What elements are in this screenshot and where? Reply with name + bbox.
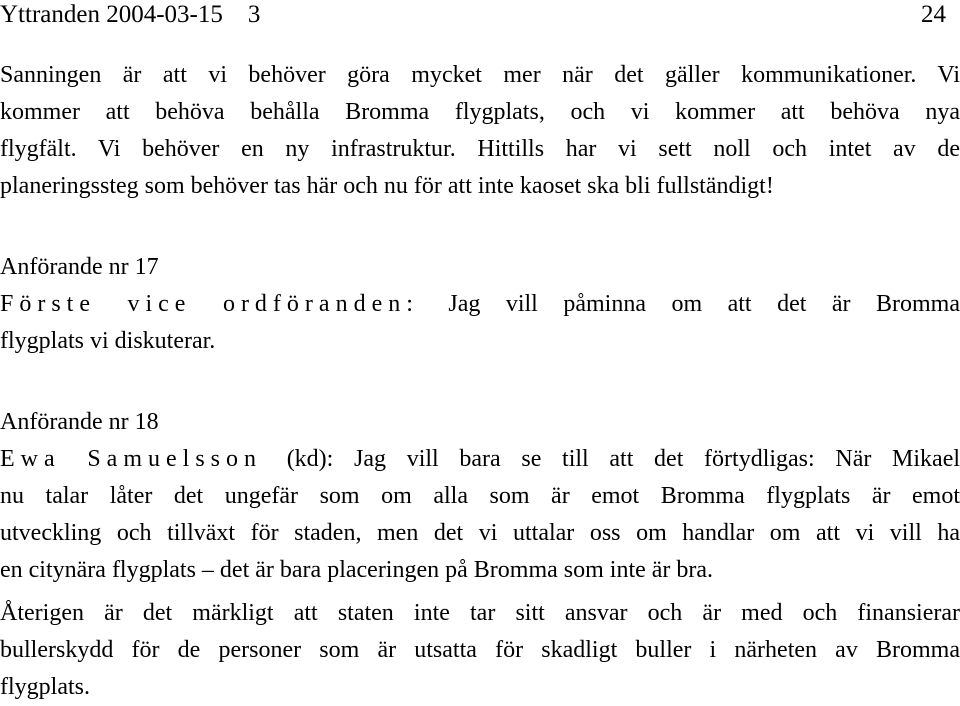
speech-18-line: nu talar låter det ungefär som om alla som är emot Bromma flygplats är emot bbox=[0, 483, 960, 509]
header-date: Yttranden 2004-03-15 bbox=[0, 1, 223, 28]
speech-18-line bbox=[0, 441, 960, 478]
speech-17-speaker: Förste vice ordföranden: bbox=[0, 291, 419, 317]
paragraph-final-line: Återigen är det märkligt att staten inte tar sitt ansvar och är med och finansierar bbox=[0, 600, 960, 626]
paragraph-final-line: bullerskydd för de personer som är utsatta för skadligt buller i närheten av Bromma bbox=[0, 637, 960, 663]
speech-17-line: flygplats vi diskuterar. bbox=[0, 328, 216, 354]
header-section: 3 bbox=[247, 1, 261, 28]
speech-18-line: en citynära flygplats – det är bara placeringen på Bromma som inte är bra. bbox=[0, 557, 714, 583]
paragraph-1-line: kommer att behöva behålla Bromma flygplats, och vi kommer att behöva nya bbox=[0, 99, 960, 125]
speech-18-speaker: Ewa Samuelsson bbox=[0, 446, 262, 472]
paragraph-1-line: Sanningen är att vi behöver göra mycket mer när det gäller kommunikationer. Vi bbox=[0, 62, 960, 88]
speech-18-text: (kd): Jag vill bara se till att det förtydligas: När Mikael bbox=[286, 446, 960, 472]
speech-17-text: Jag vill påminna om att det är Bromma bbox=[448, 291, 960, 317]
paragraph-1-line: planeringssteg som behöver tas här och nu för att inte kaoset ska bli fullständigt! bbox=[0, 173, 774, 199]
paragraph-1-line: flygfält. Vi behöver en ny infrastruktur. Hittills har vi sett noll och intet av de bbox=[0, 136, 960, 162]
paragraph-1 bbox=[0, 57, 960, 205]
page-number: 24 bbox=[921, 1, 946, 28]
page-header bbox=[0, 0, 960, 32]
paragraph-final-line: flygplats. bbox=[0, 674, 90, 700]
speech-18-heading: Anförande nr 18 bbox=[0, 409, 159, 435]
header-date-section bbox=[0, 0, 260, 32]
speech-17-heading: Anförande nr 17 bbox=[0, 254, 159, 280]
speech-17 bbox=[0, 249, 960, 360]
paragraph-final bbox=[0, 595, 960, 706]
speech-18 bbox=[0, 404, 960, 589]
speech-18-line: utveckling och tillväxt för staden, men det vi uttalar oss om handlar om att vi vill ha bbox=[0, 520, 960, 546]
speech-17-line bbox=[0, 286, 960, 323]
